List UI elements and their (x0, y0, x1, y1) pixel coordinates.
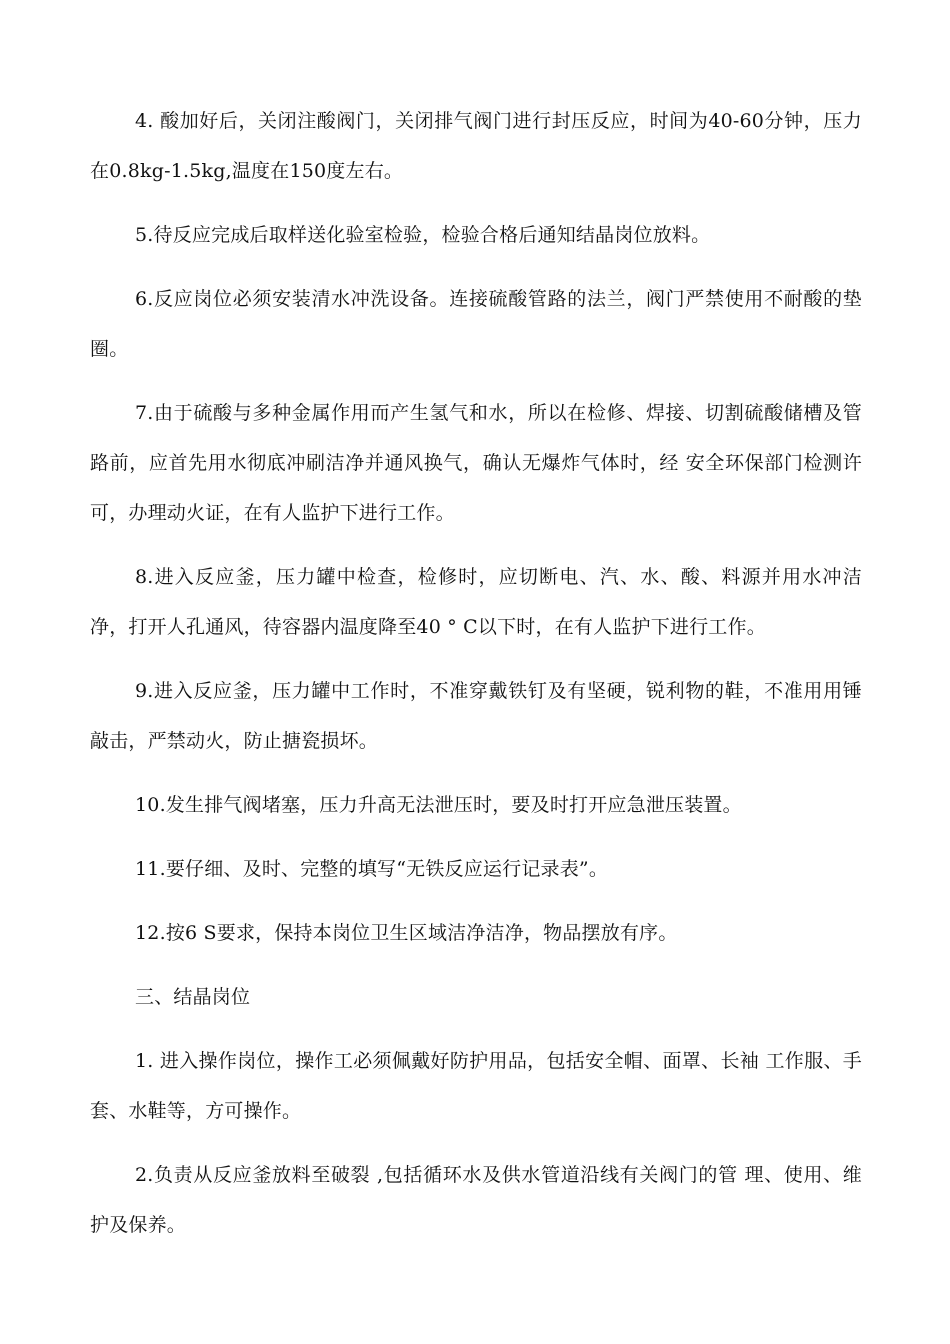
document-body (90, 96, 862, 1264)
paragraph-5-sampling: 5.待反应完成后取样送化验室检验，检验合格后通知结晶岗位放料。 (135, 224, 711, 246)
paragraph-12-6s-requirements: 12.按6 S要求，保持本岗位卫生区域洁净洁净，物品摆放有序。 (135, 922, 678, 944)
paragraph-10-pressure-relief: 10.发生排气阀堵塞，压力升高无法泄压时，要及时打开应急泄压装置。 (135, 794, 742, 816)
paragraph-11-record-form: 11.要仔细、及时、完整的填写“无铁反应运行记录表”。 (135, 858, 609, 880)
paragraph-4-acid-sealing: 4. 酸加好后，关闭注酸阀门，关闭排气阀门进行封压反应，时间为40-60分钟，压力在0.8kg-1.5kg,温度在150度左右。 (90, 110, 862, 182)
paragraph-9-vessel-work: 9.进入反应釜，压力罐中工作时，不准穿戴铁钉及有坚硬，锐利物的鞋，不准用用锤敲击，严禁动火，防止搪瓷损坏。 (90, 680, 862, 752)
paragraph-2-discharge-duties: 2.负责从反应釜放料至破裂 ,包括循环水及供水管道沿线有关阀门的管 理、使用、维护及保养。 (90, 1164, 862, 1236)
paragraph-6-flushing-equipment: 6.反应岗位必须安装清水冲洗设备。连接硫酸管路的法兰，阀门严禁使用不耐酸的垫圈。 (90, 288, 862, 360)
paragraph-8-vessel-entry: 8.进入反应釜，压力罐中检查，检修时，应切断电、汽、水、酸、料源并用水冲洁净，打开人孔通风，待容器内温度降至40 ° C以下时，在有人监护下进行工作。 (90, 566, 862, 638)
paragraph-7-maintenance-safety: 7.由于硫酸与多种金属作用而产生氢气和水，所以在检修、焊接、切割硫酸储槽及管路前，应首先用水彻底冲刷洁净并通风换气，确认无爆炸气体时，经 安全环保部门检测许可，办理动火证，在有人监护下进行工作。 (90, 402, 862, 524)
section-heading-crystallization: 三、结晶岗位 (135, 986, 251, 1008)
paragraph-1-protective-gear: 1. 进入操作岗位，操作工必须佩戴好防护用品，包括安全帽、面罩、长袖 工作服、手套、水鞋等，方可操作。 (90, 1050, 862, 1122)
